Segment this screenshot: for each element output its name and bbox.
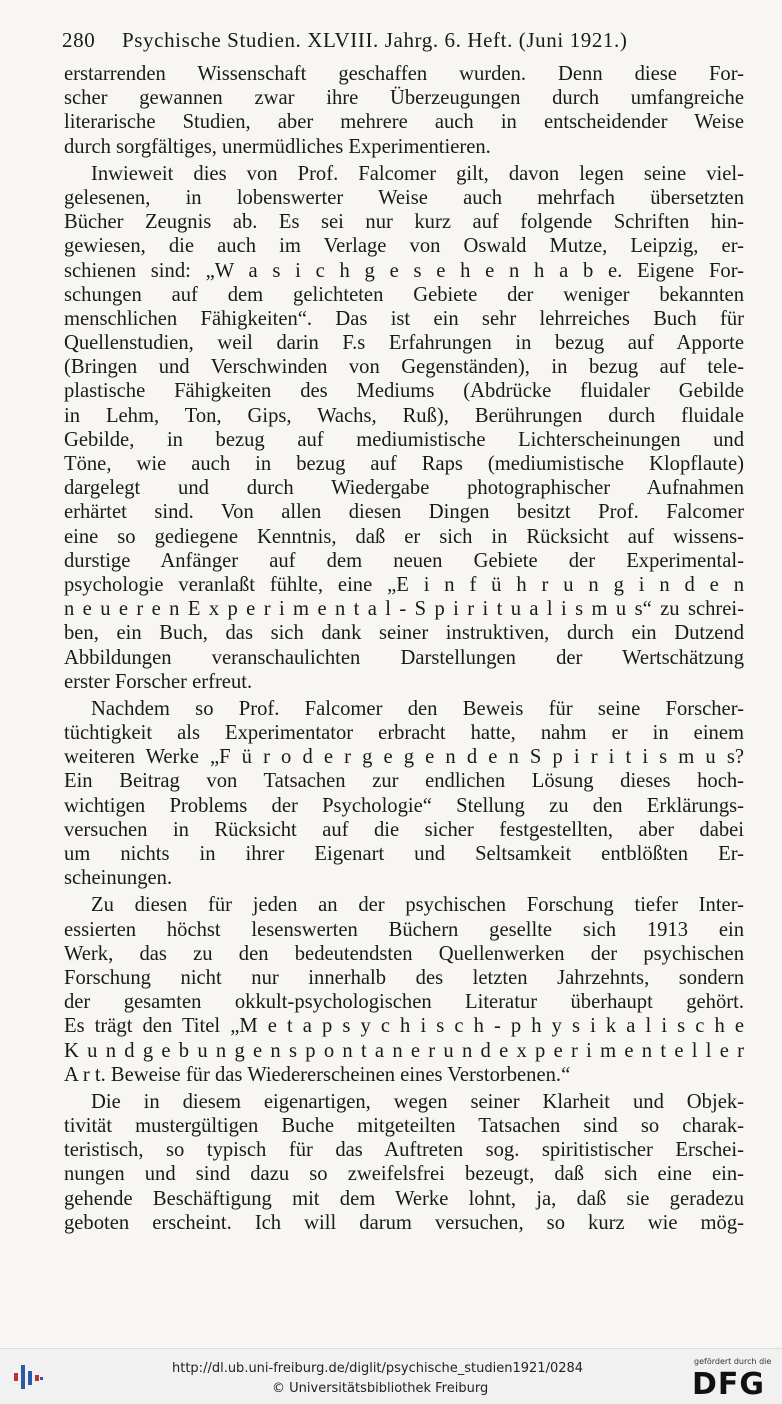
text-line: n e u e r e n E x p e r i m e n t a l - S p i r i t u a l i s m u s“ zu schrei- <box>64 598 744 621</box>
text-line: durstige Anfänger auf dem neuen Gebiete der Experimental- <box>64 549 744 572</box>
text-line: K u n d g e b u n g e n s p o n t a n e r u n d e x p e r i m e n t e l l e r <box>64 1039 744 1062</box>
text-line: Inwieweit dies von Prof. Falcomer gilt, davon legen seine viel- <box>91 162 744 185</box>
text-line: erster Forscher erfreut. <box>64 670 253 693</box>
text-line: um nichts in ihrer Eigenart und Seltsamkeit entblößten Er- <box>64 843 744 865</box>
text-line: tüchtigkeit als Experimentator erbracht hatte, nahm er in einem <box>64 722 744 745</box>
text-line: scher gewannen zwar ihre Überzeugungen durch umfangreiche <box>64 87 744 110</box>
text-line: in Lehm, Ton, Gips, Wachs, Ruß), Berührungen durch fluidale <box>64 404 744 427</box>
text-line: tivität mustergültigen Buche mitgeteilten Tatsachen sind so charak- <box>64 1115 744 1138</box>
text-line: durch sorgfältiges, unermüdliches Experimentieren. <box>64 135 491 158</box>
page-number: 280 <box>62 28 96 52</box>
text-line: ben, ein Buch, das sich dank seiner instruktiven, durch ein Dutzend <box>64 622 744 645</box>
copyright-notice: © Universitätsbibliothek Freiburg <box>272 1381 489 1396</box>
text-line: nungen und sind dazu so zweifelsfrei bezeugt, daß sich eine ein- <box>64 1163 744 1186</box>
text-line: scheinungen. <box>64 867 173 890</box>
text-line: (Bringen und Verschwinden von Gegenständen), in bezug auf tele- <box>64 356 744 379</box>
text-line: Die in diesem eigenartigen, wegen seiner Klarheit und Objek- <box>91 1090 744 1113</box>
text-line: Gebilde, in bezug auf mediumistische Lichterscheinungen und <box>64 428 744 451</box>
dfg-logo <box>690 1357 774 1402</box>
dfg-logo-text: DFG <box>692 1367 766 1402</box>
body-text <box>64 62 744 1235</box>
dfg-tagline: gefördert durch die <box>694 1357 772 1366</box>
text-line: der gesamten okkult-psychologischen Literatur überhaupt gehört. <box>64 991 744 1014</box>
text-line: Nachdem so Prof. Falcomer den Beweis für seine Forscher- <box>91 697 744 720</box>
text-line: A r t. Beweise für das Wiedererscheinen eines Verstorbenen.“ <box>64 1063 571 1086</box>
text-line: Es trägt den Titel „M e t a p s y c h i s c h - p h y s i k a l i s c h e <box>64 1015 744 1038</box>
viewer-footer <box>0 1348 782 1404</box>
document-url-link[interactable]: http://dl.ub.uni-freiburg.de/diglit/psychische_studien1921/0284 <box>172 1361 584 1376</box>
text-line: schienen sind: „W a s i c h g e s e h e n h a b e. Eigene For- <box>64 259 744 282</box>
text-line: Ein Beitrag von Tatsachen zur endlichen Lösung dieses hoch- <box>64 770 744 793</box>
text-line: wichtigen Problems der Psychologie“ Stellung zu den Erklärungs- <box>64 794 744 817</box>
text-line: Zu diesen für jeden an der psychischen Forschung tiefer Inter- <box>91 894 744 917</box>
text-line: teristisch, so typisch für das Auftreten sog. spiritistischer Erschei- <box>64 1139 744 1162</box>
text-line: Töne, wie auch in bezug auf Raps (mediumistische Klopflaute) <box>64 453 744 475</box>
text-line: literarische Studien, aber mehrere auch in entscheidender Weise <box>64 111 744 134</box>
text-line: Bücher Zeugnis ab. Es sei nur kurz auf folgende Schriften hin- <box>64 211 744 234</box>
text-line: psychologie veranlaßt fühlte, eine „E i n f ü h r u n g i n d e n <box>64 573 744 596</box>
page-header <box>62 28 742 53</box>
text-line: gewiesen, die auch im Verlage von Oswald Mutze, Leipzig, er- <box>64 235 744 258</box>
text-line: erhärtet sind. Von allen diesen Dingen besitzt Prof. Falcomer <box>64 501 744 524</box>
text-line: plastische Fähigkeiten des Mediums (Abdrücke fluidaler Gebilde <box>64 380 744 403</box>
text-line: essierten höchst lesenswerten Büchern gesellte sich 1913 ein <box>64 918 744 941</box>
text-line: Forschung nicht nur innerhalb des letzten Jahrzehnts, sondern <box>64 966 744 989</box>
text-line: Abbildungen veranschaulichten Darstellungen der Wertschätzung <box>64 646 744 669</box>
running-title: Psychische Studien. XLVIII. Jahrg. 6. Heft. (Juni 1921.) <box>122 28 628 52</box>
text-line: erstarrenden Wissenschaft geschaffen wurden. Denn diese For- <box>64 63 744 85</box>
text-line: schungen auf dem gelichteten Gebiete der weniger bekannten <box>64 283 744 306</box>
text-line: Werk, das zu den bedeutendsten Quellenwerken der psychischen <box>64 942 744 965</box>
text-line: menschlichen Fähigkeiten“. Das ist ein sehr lehrreiches Buch für <box>64 307 744 330</box>
university-library-logo-icon <box>12 1361 46 1393</box>
text-line: Quellenstudien, weil darin F.s Erfahrungen in bezug auf Apporte <box>64 332 744 355</box>
text-line: dargelegt und durch Wiedergabe photographischer Aufnahmen <box>64 477 744 500</box>
text-line: weiteren Werke „F ü r o d e r g e g e n d e n S p i r i t i s m u s? <box>64 746 744 769</box>
text-line: gehende Beschäftigung mit dem Werke lohnt, ja, daß sie geradezu <box>64 1187 744 1210</box>
text-line: geboten erscheint. Ich will darum versuchen, so kurz wie mög- <box>64 1211 744 1234</box>
text-line: eine so gediegene Kenntnis, daß er sich in Rücksicht auf wissens- <box>64 525 744 548</box>
text-line: versuchen in Rücksicht auf die sicher festgestellten, aber dabei <box>64 818 744 841</box>
text-line: gelesenen, in lobenswerter Weise auch mehrfach übersetzten <box>64 186 744 209</box>
